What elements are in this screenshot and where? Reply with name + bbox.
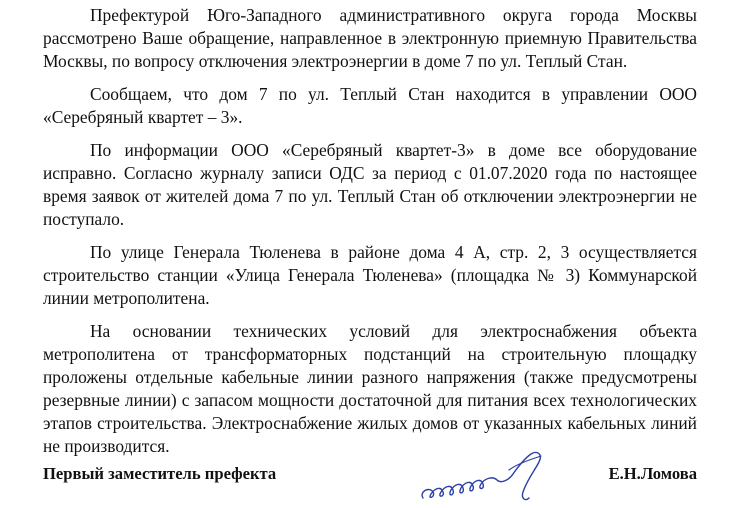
signatory-title: Первый заместитель префекта	[43, 464, 277, 483]
paragraph-management-company: Сообщаем, что дом 7 по ул. Теплый Стан находится в управлении ООО «Серебряный квартет – 3».	[43, 84, 697, 127]
paragraph-power-supply: На основании технических условий для электроснабжения объекта метрополитена от трансформаторных подстанций на строительную площадку проложены отдельные кабельные линии разного напряжения (также предусмотрены резервные линии) с запасом мощности достаточной для питания всех технологических этапов строительства. Электроснабжение жилых домов от указанных кабельных линий не производится.	[43, 321, 697, 456]
signature-block	[43, 458, 697, 498]
handwritten-signature	[413, 440, 573, 508]
signatory-name: Е.Н.Ломова	[608, 464, 697, 483]
paragraph-equipment-status: По информации ООО «Серебряный квартет-3» в доме все оборудование исправно. Согласно журналу записи ОДС за период с 01.07.2020 года по настоящее время заявок от жителей дома 7 по ул. Теплый Стан об отключении электроэнергии не поступало.	[43, 140, 697, 229]
paragraph-metro-construction: По улице Генерала Тюленева в районе дома 4 А, стр. 2, 3 осуществляется строительство станции «Улица Генерала Тюленева» (площадка № 3) Коммунарской линии метрополитена.	[43, 242, 697, 308]
paragraph-appeal-reviewed: Префектурой Юго-Западного административного округа города Москвы рассмотрено Ваше обращение, направленное в электронную приемную Правительства Москвы, по вопросу отключения электроэнергии в доме 7 по ул. Теплый Стан.	[43, 5, 697, 71]
letter-body	[43, 4, 697, 468]
